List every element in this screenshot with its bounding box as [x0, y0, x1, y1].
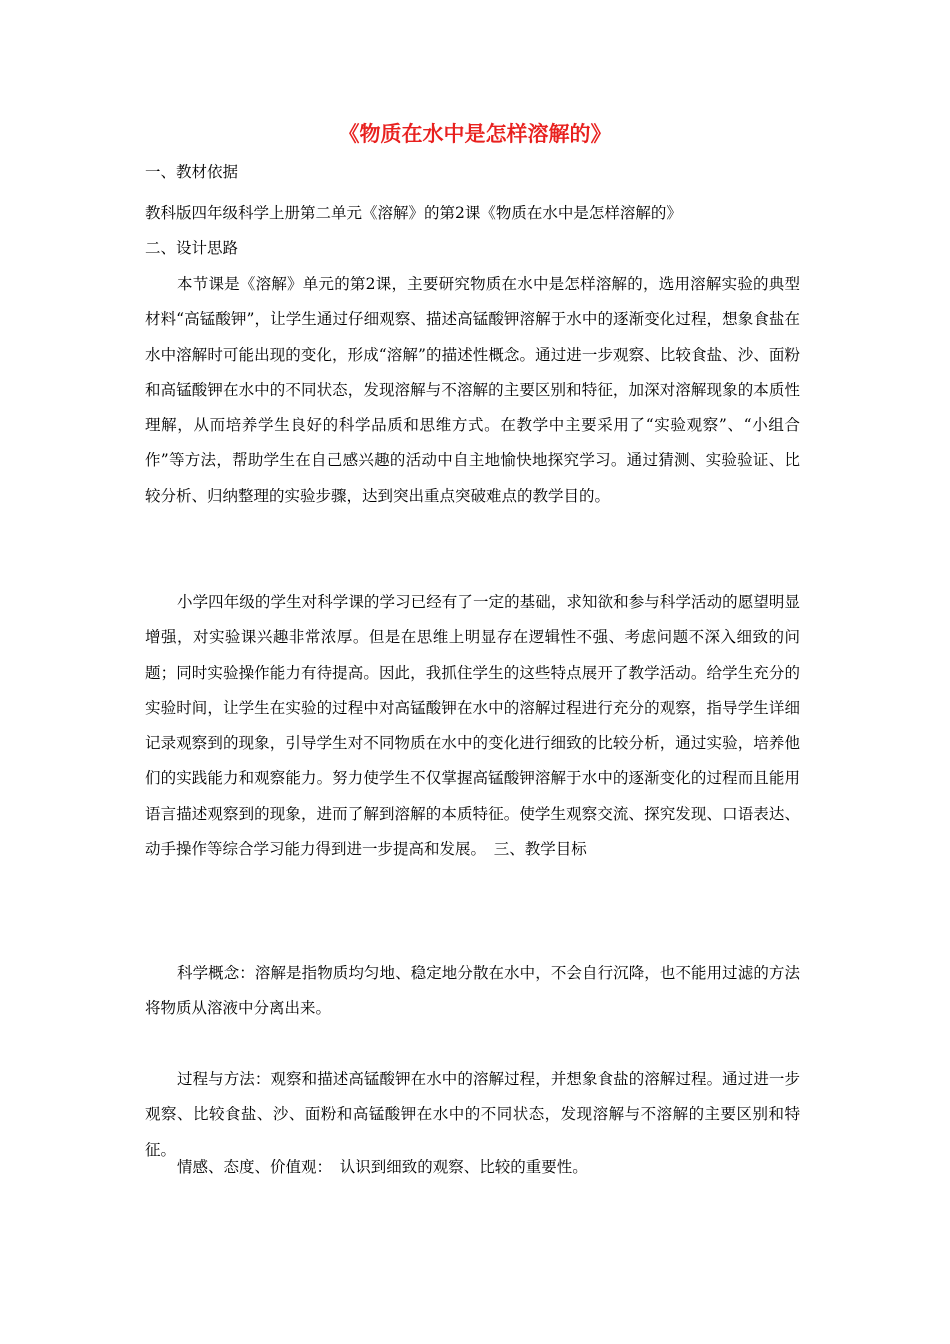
- goal-emotion-attitude: 情感、态度、价值观： 认识到细致的观察、比较的重要性。: [177, 1158, 588, 1176]
- design-paragraph-1: 本节课是《溶解》单元的第2课，主要研究物质在水中是怎样溶解的，选用溶解实验的典型材料“高锰酸钾”，让学生通过仔细观察、描述高锰酸钾溶解于水中的逐渐变化过程，想象食盐在水中溶解时可能出现的变化，形成“溶解”的描述性概念。通过进一步观察、比较食盐、沙、面粉和高锰酸钾在水中的不同状态，发现溶解与不溶解的主要区别和特征，加深对溶解现象的本质性理解，从而培养学生良好的科学品质和思维方式。在教学中主要采用了“实验观察”、“小组合作”等方法，帮助学生在自己感兴趣的活动中自主地愉快地探究学习。通过猜测、实验验证、比较分析、归纳整理的实验步骤，达到突出重点突破难点的教学目的。: [145, 275, 800, 505]
- basis-text: 教科版四年级科学上册第二单元《溶解》的第2课《物质在水中是怎样溶解的》: [145, 204, 682, 222]
- section-heading-design: 二、设计思路: [145, 239, 239, 257]
- goal-science-concept: 科学概念：溶解是指物质均匀地、稳定地分散在水中，不会自行沉降，也不能用过滤的方法将物质从溶液中分离出来。: [145, 964, 800, 1018]
- document-title: 《物质在水中是怎样溶解的》: [338, 122, 612, 146]
- goal-process-method: 过程与方法：观察和描述高锰酸钾在水中的溶解过程，并想象食盐的溶解过程。通过进一步观察、比较食盐、沙、面粉和高锰酸钾在水中的不同状态，发现溶解与不溶解的主要区别和特征。: [145, 1070, 800, 1159]
- section-heading-basis: 一、教材依据: [145, 163, 239, 181]
- design-paragraph-2: 小学四年级的学生对科学课的学习已经有了一定的基础，求知欲和参与科学活动的愿望明显增强，对实验课兴趣非常浓厚。但是在思维上明显存在逻辑性不强、考虑问题不深入细致的问题；同时实验操作能力有待提高。因此，我抓住学生的这些特点展开了教学活动。给学生充分的实验时间，让学生在实验的过程中对高锰酸钾在水中的溶解过程进行充分的观察，指导学生详细记录观察到的现象，引导学生对不同物质在水中的变化进行细致的比较分析，通过实验，培养他们的实践能力和观察能力。努力使学生不仅掌握高锰酸钾溶解于水中的逐渐变化的过程而且能用语言描述观察到的现象，进而了解到溶解的本质特征。使学生观察交流、探究发现、口语表达、动手操作等综合学习能力得到进一步提高和发展。 三、教学目标: [145, 593, 800, 859]
